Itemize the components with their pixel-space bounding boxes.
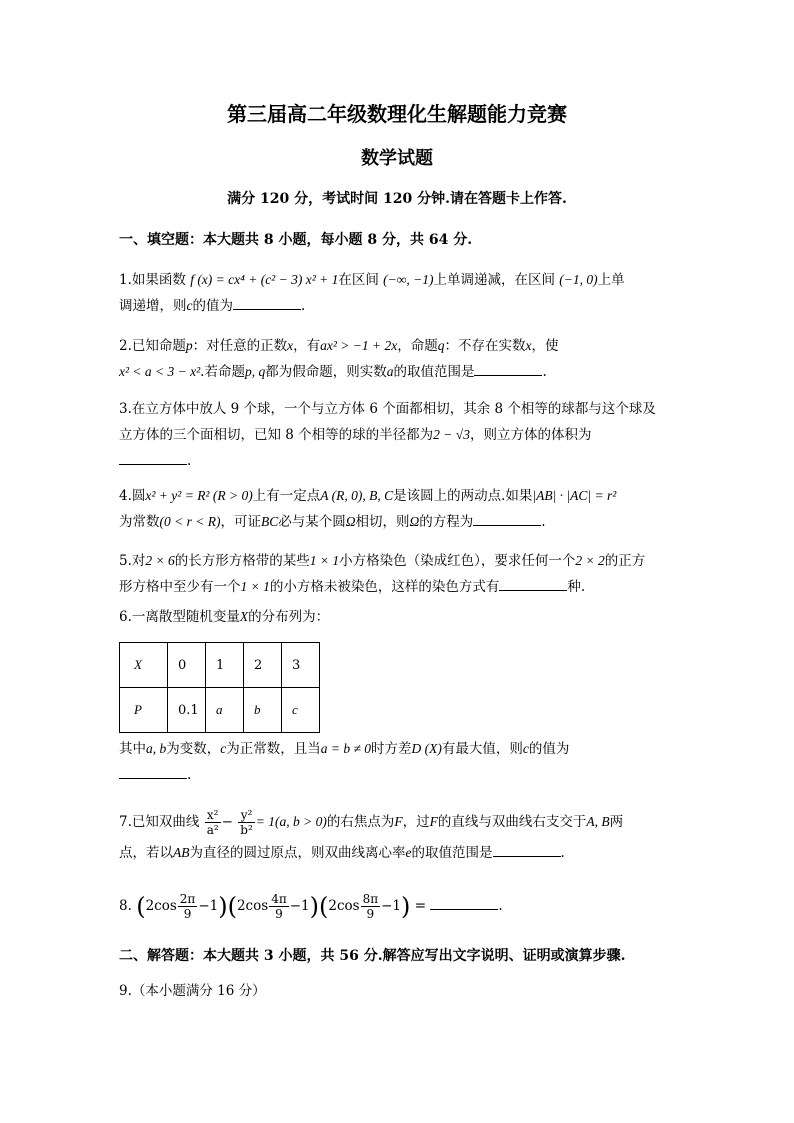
table-cell: b: [244, 688, 282, 733]
fraction: $\frac{4\pi}{9}$: [271, 892, 287, 921]
fraction: $\frac{\text{x²}}{\text{a²}}$: [206, 808, 219, 837]
distribution-table: [119, 642, 320, 733]
table-cell: 0: [168, 643, 206, 688]
exam-title: 第三届高二年级数理化生解题能力竞赛: [227, 102, 567, 126]
table-cell: a: [206, 688, 244, 733]
exam-subtitle: 数学试题: [361, 148, 433, 169]
table-row: [120, 688, 320, 733]
question-9: 9.（本小题满分 16 分）: [119, 983, 266, 999]
answer-blank-6: [119, 764, 187, 779]
table-cell: 1: [206, 643, 244, 688]
table-cell: 3: [282, 643, 320, 688]
table-cell: 2: [244, 643, 282, 688]
table-cell: X: [120, 643, 168, 688]
section2-heading: 二、解答题：本大题共 3 小题，共 56 分.解答应写出文字说明、证明或演算步骤.: [119, 948, 626, 964]
question-1: 1.如果函数 f (x) = cx⁴ + (c² − 3) x² + 1在区间 (−∞, −1)上单调递减，在区间 (−1, 0)上单 调递增，则c的值为 .: [119, 272, 625, 314]
answer-blank-3: [119, 450, 187, 465]
question-2: 2.已知命题p：对任意的正数x，有ax² > −1 + 2x，命题q：不存在实数x，使 x² < a < 3 − x².若命题p, q都为假命题，则实数a的取值范围是 .: [119, 338, 559, 380]
exam-instructions: 满分 120 分，考试时间 120 分钟.请在答题卡上作答.: [227, 191, 567, 207]
answer-blank-7: [493, 842, 561, 857]
table-cell: P: [120, 688, 168, 733]
answer-blank-1: [233, 295, 301, 310]
question-5: 5.对2 × 6的长方形方格带的某些1 × 1小方格染色（染成红色），要求任何一个2 × 2的正方 形方格中至少有一个1 × 1的小方格未被染色，这样的染色方式有 种.: [119, 553, 646, 595]
answer-blank-8: [430, 895, 498, 910]
question-8: 8. (2cos $\frac{2\pi}{9}$ −1)(2cos $\frac{4\pi}{9}$ −1)(2cos $\frac{8\pi}{9}$ −1) = .: [119, 892, 503, 921]
question-3: 3.在立方体中放人 9 个球，一个与立方体 6 个面都相切，其余 8 个相等的球都与这个球及 立方体的三个面相切，已知 8 个相等的球的半径都为2 − √3，则立方体的体积为 .: [119, 401, 656, 469]
table-row: [120, 643, 320, 688]
section1-heading: 一、填空题：本大题共 8 小题，每小题 8 分，共 64 分.: [119, 232, 473, 248]
table-cell: 0.1: [168, 688, 206, 733]
fraction: $\frac{8\pi}{9}$: [362, 892, 379, 921]
question-7: 7.已知双曲线 $\frac{\text{x²}}{\text{a²}}$ − $\frac{\text{y²}}{\text{b²}}$ = 1(a, b > 0)的右焦点为F，过F的直线与双曲线右支交于A, B两 点，若以AB为直径的圆过原点，则双曲线离心率e的取值范围是 .: [119, 808, 624, 861]
question-6-body: 其中a, b为变数，c为正常数，且当a = b ≠ 0时方差D (X)有最大值，则c的值为 .: [119, 741, 570, 783]
table-cell: c: [282, 688, 320, 733]
question-4: 4.圆x² + y² = R² (R > 0)上有一定点A (R, 0), B, C是该圆上的两动点.如果|AB| · |AC| = r² 为常数(0 < r < R)，可证BC必与某个圆Ω相切，则Ω的方程为 .: [119, 488, 617, 530]
question-6-prompt: 6.一离散型随机变量X的分布列为：: [119, 609, 330, 625]
fraction: $\frac{\text{y²}}{\text{b²}}$: [240, 808, 253, 837]
answer-blank-4: [473, 511, 541, 526]
fraction: $\frac{2\pi}{9}$: [179, 892, 196, 921]
answer-blank-5: [499, 576, 567, 591]
answer-blank-2: [474, 361, 542, 376]
